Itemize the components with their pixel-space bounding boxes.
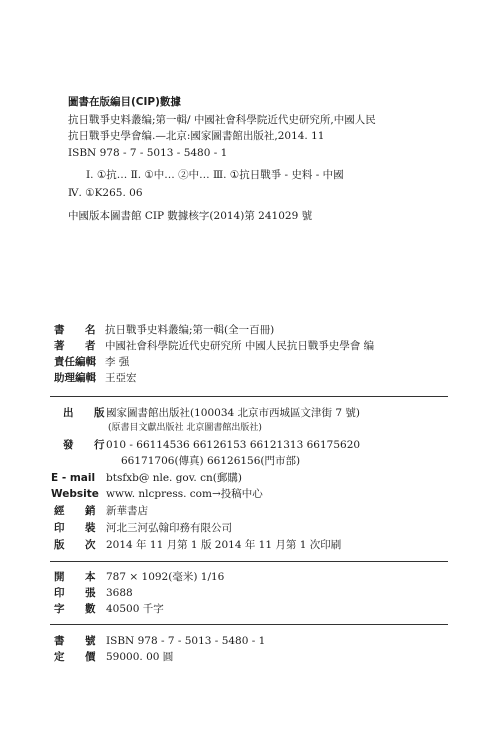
price-value: 59000. 00 圓: [106, 651, 174, 663]
edition-value: 2014 年 11 月第 1 版 2014 年 11 月第 1 次印刷: [106, 539, 342, 551]
printer-value: 河北三河弘翰印務有限公司: [106, 522, 232, 534]
edition-label: 版 次: [54, 539, 96, 551]
book-number-label: 書 號: [54, 635, 96, 647]
word-count-value: 40500 千字: [106, 603, 164, 615]
format-label: 開 本: [54, 571, 96, 583]
cip-core-number: 中國版本圖書館 CIP 數據核字(2014)第 241029 號: [68, 210, 313, 222]
cip-classification-1: Ⅰ. ①抗… Ⅱ. ①中… ②中… Ⅲ. ①抗日戰爭 - 史料 - 中國: [86, 169, 344, 181]
assistant-editor-value: 王亞宏: [105, 372, 137, 384]
cip-classification-2: Ⅳ. ①K265. 06: [68, 187, 143, 199]
divider: [50, 561, 448, 562]
divider: [50, 396, 448, 397]
publisher-former-names: (原書目文獻出版社 北京圖書館出版社): [108, 423, 262, 433]
title-value: 抗日戰爭史料叢编;第一輯(全一百冊): [105, 324, 275, 336]
email-label: E - mail: [51, 472, 96, 484]
publisher-value: 國家圖書館出版社(100034 北京市西城區文津街 7 號): [106, 407, 360, 419]
fax-and-store-numbers: 66171706(傳真) 66126156(門市部): [121, 455, 301, 467]
editor-value: 李 强: [105, 356, 130, 368]
cip-line-1: 抗日戰爭史料叢编;第一輯/ 中國社會科學院近代史研究所,中國人民: [68, 114, 376, 126]
format-value: 787 × 1092(毫米) 1/16: [106, 571, 225, 583]
seller-label: 經 銷: [54, 505, 96, 517]
sheets-value: 3688: [106, 587, 133, 599]
assistant-editor-label: 助理編輯: [54, 372, 96, 384]
sheets-label: 印 張: [54, 587, 96, 599]
email-value: btsfxb@ nle. gov. cn(郵購): [106, 472, 242, 484]
title-label: 書 名: [54, 324, 96, 336]
word-count-label: 字 數: [54, 603, 96, 615]
printer-label: 印 裝: [54, 522, 96, 534]
author-label: 著 者: [54, 340, 96, 352]
book-number-value: ISBN 978 - 7 - 5013 - 5480 - 1: [106, 635, 266, 647]
cip-isbn: ISBN 978 - 7 - 5013 - 5480 - 1: [68, 147, 228, 159]
price-label: 定 價: [54, 651, 96, 663]
website-value: www. nlcpress. com→投稿中心: [106, 488, 263, 500]
editor-label: 責任編輯: [54, 356, 96, 368]
publisher-label: 出 版: [63, 407, 105, 419]
phone-numbers: 010 - 66114536 66126153 66121313 66175620: [106, 439, 361, 451]
cip-heading: 圖書在版編目(CIP)數據: [68, 96, 181, 108]
distribution-phone-label: 發 行: [63, 439, 105, 451]
cip-line-2: 抗日戰爭史學會编.—北京:國家圖書館出版社,2014. 11: [68, 130, 325, 142]
author-value: 中國社會科學院近代史研究所 中國人民抗日戰爭史學會 编: [105, 340, 375, 352]
website-label: Website: [51, 488, 99, 500]
seller-value: 新華書店: [106, 505, 148, 517]
divider: [50, 624, 448, 625]
